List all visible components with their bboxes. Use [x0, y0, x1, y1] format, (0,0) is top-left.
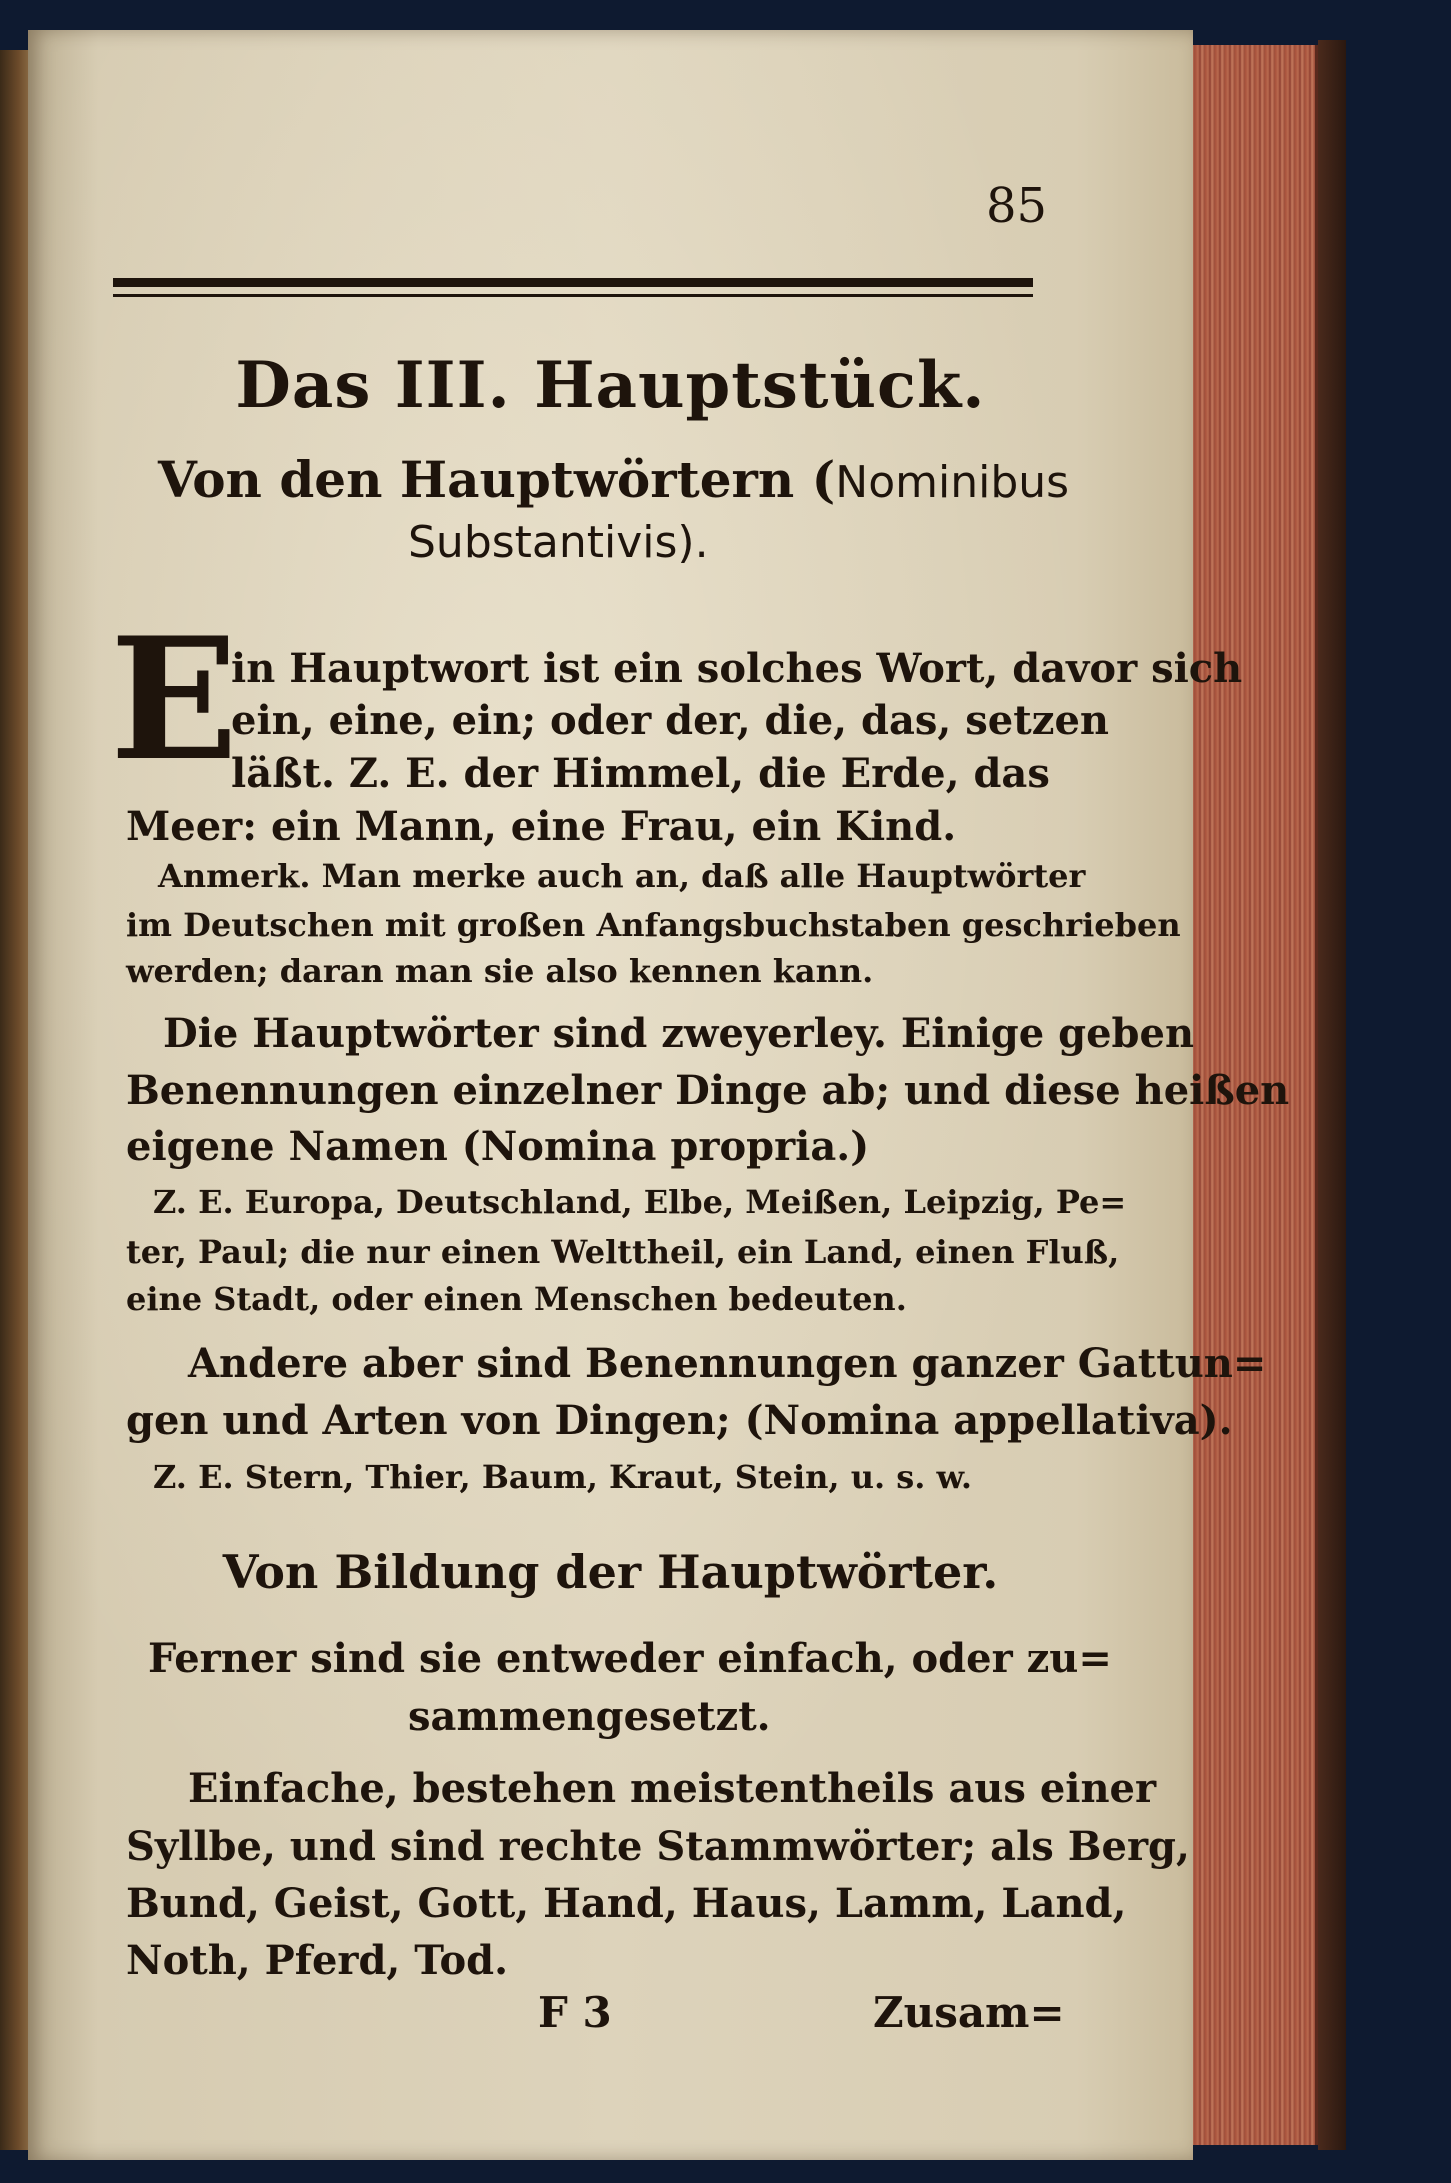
- text-line: sammengesetzt.: [408, 1693, 771, 1740]
- subtitle-latin-1: Nominibus: [835, 457, 1070, 508]
- section-heading: Von Bildung der Hauptwörter.: [222, 1545, 999, 1599]
- text-line: Meer: ein Mann, eine Frau, ein Kind.: [126, 803, 957, 850]
- book-spine: [0, 50, 30, 2150]
- example-line: Z. E. Stern, Thier, Baum, Kraut, Stein, u. s. w.: [153, 1458, 972, 1496]
- text-line: läßt. Z. E. der Himmel, die Erde, das: [231, 750, 1050, 797]
- text-line: Andere aber sind Benennungen ganzer Gattun=: [188, 1340, 1267, 1387]
- text-line: Die Hauptwörter sind zweyerley. Einige geben: [163, 1010, 1195, 1057]
- example-line: Z. E. Europa, Deutschland, Elbe, Meißen, Leipzig, Pe=: [153, 1183, 1127, 1221]
- text-line: ein, eine, ein; oder der, die, das, setzen: [231, 697, 1109, 744]
- chapter-subtitle: [158, 450, 1069, 509]
- book-cover-edge: [1318, 40, 1346, 2150]
- header-rule-thick: [113, 278, 1033, 287]
- book-page: [28, 30, 1290, 2160]
- subtitle-german: Von den Hauptwörtern (: [158, 450, 836, 509]
- text-line: Benennungen einzelner Dinge ab; und diese heißen: [126, 1067, 1290, 1114]
- catchword: Zusam=: [873, 1988, 1065, 2037]
- text-line: eigene Namen (Nomina propria.): [126, 1123, 870, 1170]
- text-line: in Hauptwort ist ein solches Wort, davor sich: [231, 645, 1243, 692]
- note-line: werden; daran man sie also kennen kann.: [126, 952, 874, 990]
- drop-cap-initial: E: [110, 600, 239, 798]
- text-line: Noth, Pferd, Tod.: [126, 1937, 509, 1984]
- text-line: gen und Arten von Dingen; (Nomina appellativa).: [126, 1397, 1233, 1444]
- text-line: Bund, Geist, Gott, Hand, Haus, Lamm, Land,: [126, 1880, 1127, 1927]
- header-rule-thin: [113, 294, 1033, 297]
- page-number: 85: [986, 178, 1048, 234]
- note-line: Anmerk. Man merke auch an, daß alle Hauptwörter: [158, 857, 1086, 895]
- text-line: Ferner sind sie entweder einfach, oder zu=: [148, 1635, 1112, 1682]
- signature-mark: F 3: [538, 1988, 612, 2037]
- note-line: im Deutschen mit großen Anfangsbuchstaben geschrieben: [126, 906, 1181, 944]
- text-line: Einfache, bestehen meistentheils aus einer: [188, 1765, 1157, 1812]
- example-line: ter, Paul; die nur einen Welttheil, ein Land, einen Fluß,: [126, 1233, 1120, 1271]
- text-line: Syllbe, und sind rechte Stammwörter; als Berg,: [126, 1823, 1190, 1870]
- chapter-title: Das III. Hauptstück.: [235, 348, 986, 423]
- subtitle-latin-2: Substantivis).: [408, 517, 709, 568]
- example-line: eine Stadt, oder einen Menschen bedeuten.: [126, 1280, 907, 1318]
